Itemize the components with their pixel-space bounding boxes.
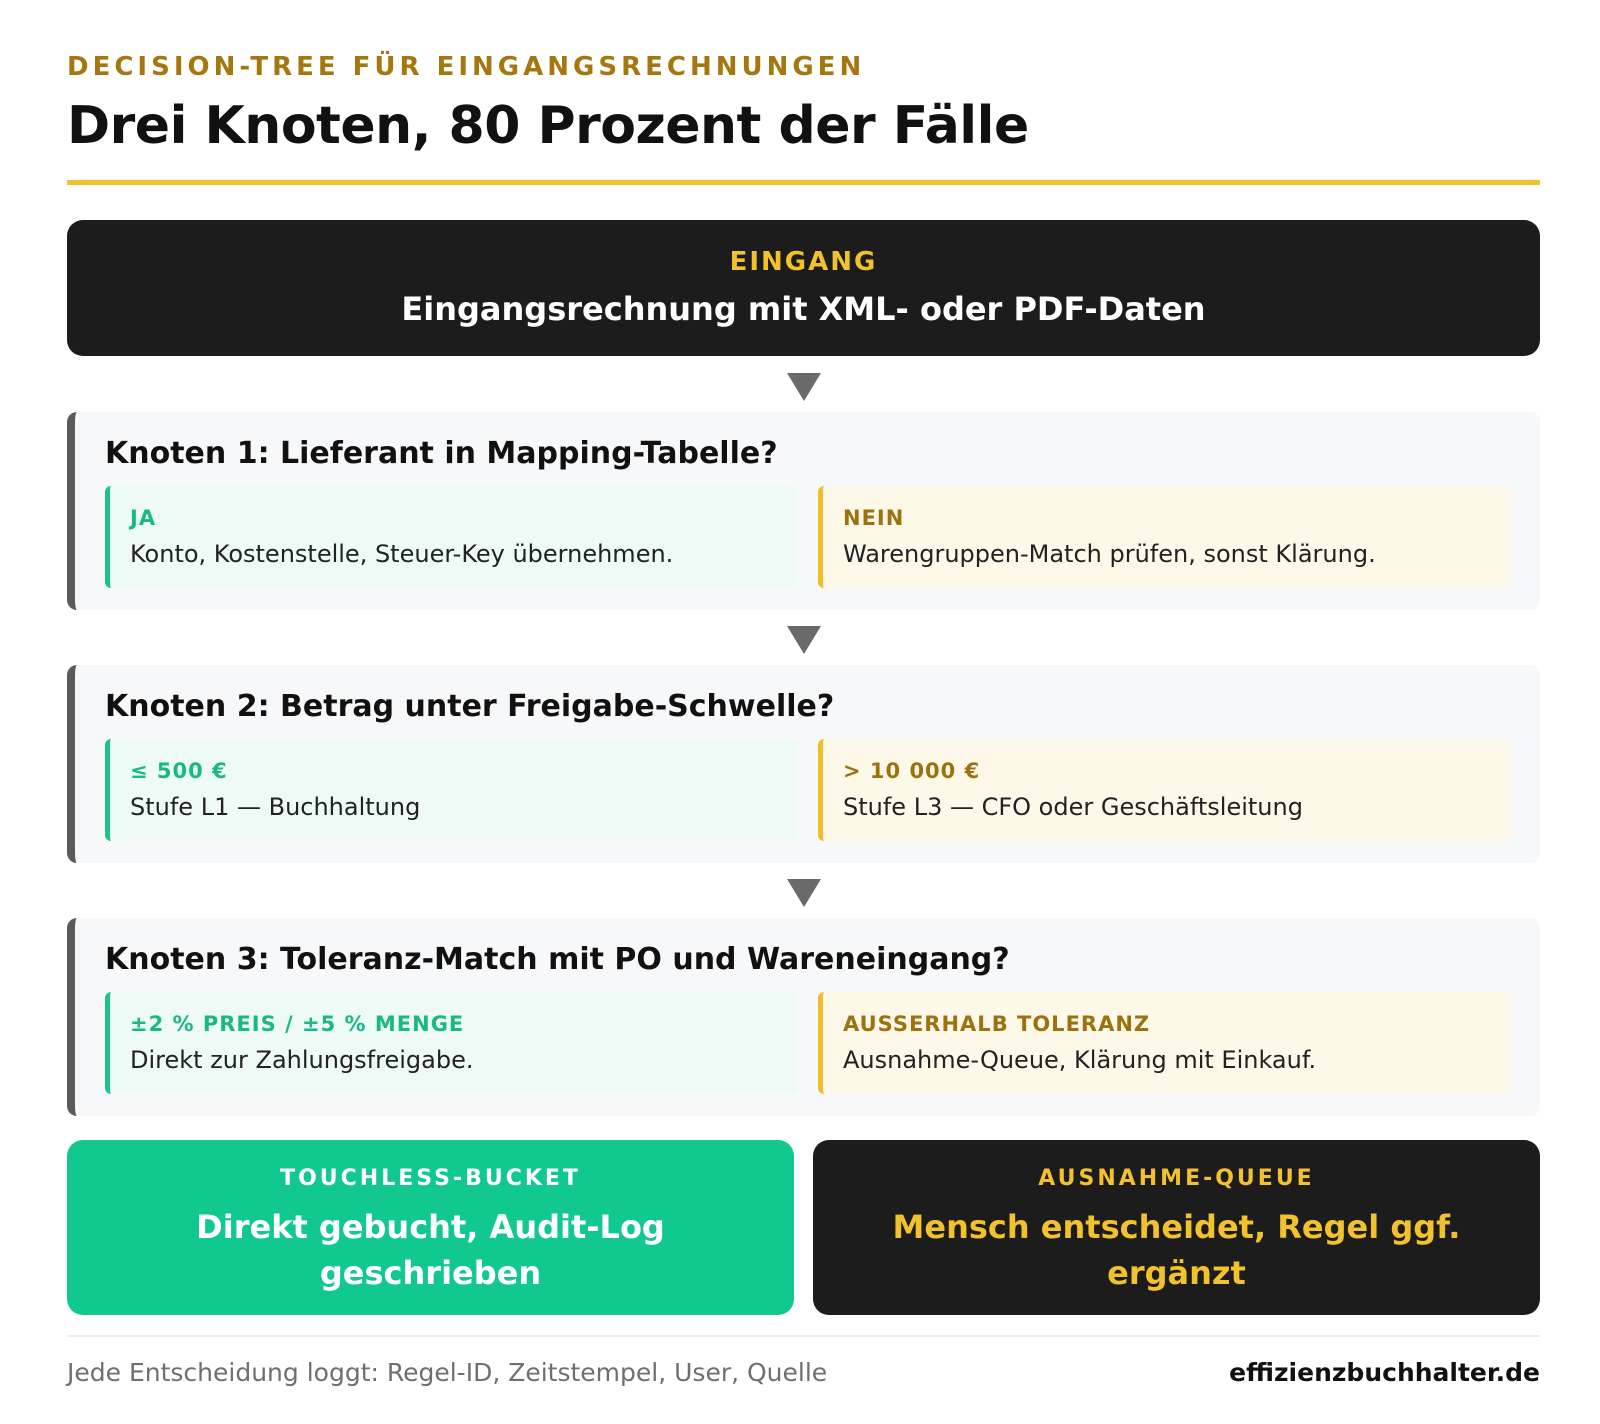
node-question: Knoten 2: Betrag unter Freigabe-Schwelle? [105,689,835,724]
page-title: Drei Knoten, 80 Prozent der Fälle [67,96,1029,156]
decision-node-2 [67,665,1540,863]
brand-link[interactable]: effizienzbuchhalter.de [1229,1358,1540,1387]
branch-yes [105,992,798,1094]
branch-label: JA [130,506,157,530]
footer-note: Jede Entscheidung loggt: Regel-ID, Zeitstempel, User, Quelle [67,1358,828,1387]
branch-text: Warengruppen-Match prüfen, sonst Klärung. [843,540,1376,568]
decision-node-1 [67,412,1540,610]
branch-no [818,992,1511,1094]
branch-text: Direkt zur Zahlungsfreigabe. [130,1046,474,1074]
arrow-down-icon [787,879,821,907]
node-question: Knoten 3: Toleranz-Match mit PO und Wareneingang? [105,942,1010,977]
branch-text: Ausnahme-Queue, Klärung mit Einkauf. [843,1046,1317,1074]
branch-label: AUSSERHALB TOLERANZ [843,1012,1151,1036]
arrow-down-icon [787,626,821,654]
branch-yes [105,739,798,841]
branch-label: > 10 000 € [843,759,981,783]
entry-text: Eingangsrechnung mit XML- oder PDF-Daten [401,290,1206,328]
outcome-text: Direkt gebucht, Audit-Log geschrieben [196,1208,665,1292]
footer-divider [67,1335,1540,1337]
title-divider [67,180,1540,185]
outcome-label: TOUCHLESS-BUCKET [280,1166,581,1191]
decision-node-3 [67,918,1540,1116]
node-question: Knoten 1: Lieferant in Mapping-Tabelle? [105,436,778,471]
branch-text: Stufe L1 — Buchhaltung [130,793,421,821]
branch-text: Stufe L3 — CFO oder Geschäftsleitung [843,793,1303,821]
eyebrow-label: DECISION-TREE FÜR EINGANGSRECHNUNGEN [67,52,866,82]
branch-no [818,739,1511,841]
branch-label: ±2 % PREIS / ±5 % MENGE [130,1012,465,1036]
branch-label: ≤ 500 € [130,759,228,783]
touchless-bucket-box [67,1140,794,1315]
branch-label: NEIN [843,506,905,530]
arrow-down-icon [787,373,821,401]
exception-queue-box [813,1140,1540,1315]
entry-box [67,220,1540,356]
branch-no [818,486,1511,588]
outcome-text: Mensch entscheidet, Regel ggf. ergänzt [892,1208,1461,1292]
branch-yes [105,486,798,588]
entry-label: EINGANG [729,247,878,277]
outcome-label: AUSNAHME-QUEUE [1038,1166,1315,1191]
branch-text: Konto, Kostenstelle, Steuer-Key übernehmen. [130,540,674,568]
